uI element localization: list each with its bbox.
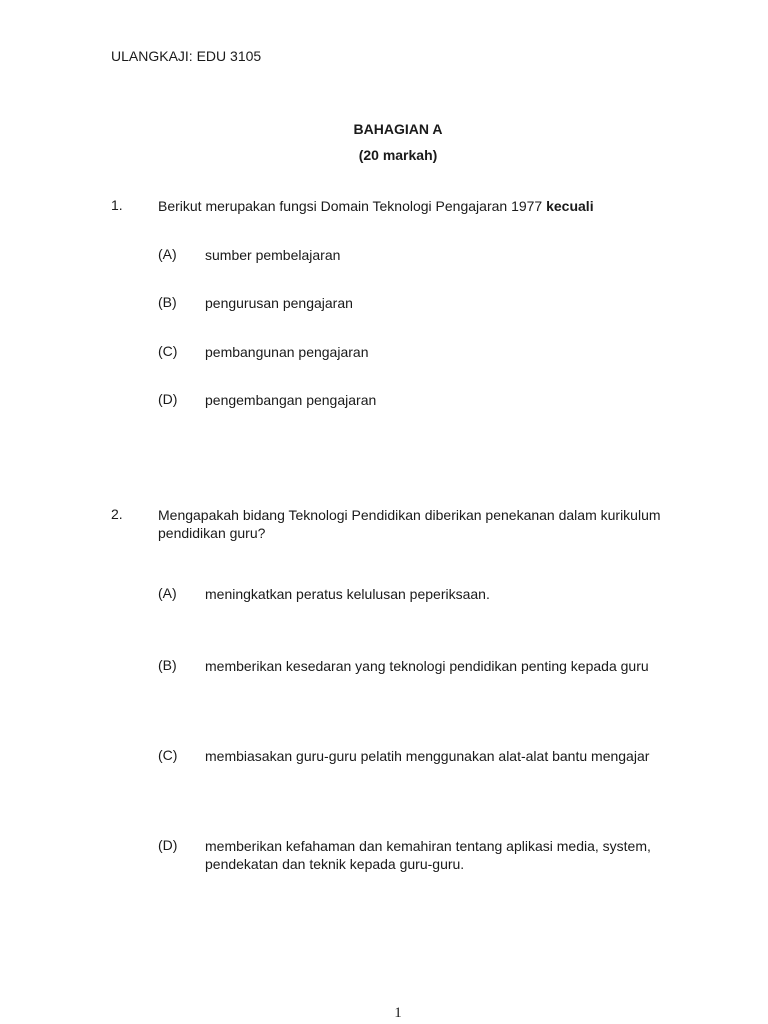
section-title: BAHAGIAN A: [353, 121, 443, 137]
option-text: pengurusan pengajaran: [205, 295, 353, 311]
option-letter: (B): [158, 657, 177, 673]
option-text: pengembangan pengajaran: [205, 392, 377, 408]
option-letter: (C): [158, 343, 178, 359]
question-number: 2.: [111, 506, 123, 522]
option-letter: (C): [158, 747, 178, 763]
option-text: membiasakan guru-guru pelatih menggunakan alat-alat bantu mengajar: [205, 748, 650, 764]
section-marks: (20 markah): [358, 147, 438, 163]
option-letter: (D): [158, 391, 178, 407]
option-letter: (A): [158, 585, 177, 601]
option-text: sumber pembelajaran: [205, 247, 341, 263]
question-text-main: Berikut merupakan fungsi Domain Teknologi Pengajaran 1977: [158, 198, 547, 214]
question-text: [158, 197, 668, 215]
option-letter: (A): [158, 246, 177, 262]
document-header-title: ULANGKAJI: EDU 3105: [111, 48, 262, 64]
option-text: memberikan kefahaman dan kemahiran tentang aplikasi media, system, pendekatan dan teknik kepada guru-guru.: [205, 838, 651, 872]
question-number: 1.: [111, 197, 123, 213]
option-text: memberikan kesedaran yang teknologi pendidikan penting kepada guru: [205, 658, 649, 674]
question-emphasis: kecuali: [546, 198, 594, 214]
page-number: 1: [394, 1005, 402, 1021]
option-text: pembangunan pengajaran: [205, 344, 369, 360]
question-text: Mengapakah bidang Teknologi Pendidikan diberikan penekanan dalam kurikulum pendidikan guru?: [158, 507, 661, 541]
option-letter: (B): [158, 294, 177, 310]
option-text: meningkatkan peratus kelulusan peperiksaan.: [205, 586, 490, 602]
option-letter: (D): [158, 837, 178, 853]
